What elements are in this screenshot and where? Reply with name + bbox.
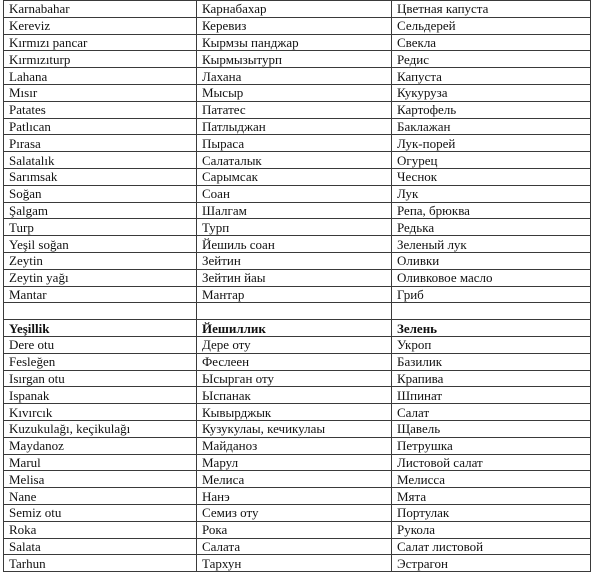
transliteration-cell: Патлыджан [197,118,392,135]
transliteration-cell: Турп [197,219,392,236]
russian-cell: Лук [392,185,591,202]
russian-cell: Листовой салат [392,454,591,471]
turkish-cell: Turp [4,219,197,236]
transliteration-cell: Нанэ [197,488,392,505]
russian-cell: Репа, брюква [392,202,591,219]
turkish-cell: Salatalık [4,152,197,169]
transliteration-cell: Салаталык [197,152,392,169]
turkish-cell: Yeşillik [4,320,197,337]
table-row [4,84,591,101]
transliteration-cell: Кывырджык [197,404,392,421]
table-row [4,269,591,286]
turkish-cell: Lahana [4,68,197,85]
transliteration-cell: Пататес [197,101,392,118]
russian-cell: Оливки [392,252,591,269]
turkish-cell: Nane [4,488,197,505]
table-row [4,420,591,437]
russian-cell: Петрушка [392,437,591,454]
russian-cell [392,303,591,320]
turkish-cell: Mantar [4,286,197,303]
turkish-cell: Marul [4,454,197,471]
turkish-cell: Kırmızı pancar [4,34,197,51]
table-row [4,454,591,471]
turkish-cell: Şalgam [4,202,197,219]
transliteration-cell: Семиз оту [197,504,392,521]
turkish-cell: Zeytin [4,252,197,269]
turkish-cell: Mısır [4,84,197,101]
table-row [4,353,591,370]
turkish-cell: Kereviz [4,17,197,34]
turkish-cell: Zeytin yağı [4,269,197,286]
table-row [4,236,591,253]
transliteration-cell: Майданоз [197,437,392,454]
turkish-cell: Soğan [4,185,197,202]
table-row [4,51,591,68]
russian-cell: Салат [392,404,591,421]
russian-cell: Эстрагон [392,555,591,572]
transliteration-cell: Дере оту [197,336,392,353]
transliteration-cell: Тархун [197,555,392,572]
turkish-cell: Karnabahar [4,1,197,18]
russian-cell: Рукола [392,521,591,538]
russian-cell: Баклажан [392,118,591,135]
transliteration-cell: Сарымсак [197,168,392,185]
transliteration-cell: Ысырган оту [197,370,392,387]
transliteration-cell: Зейтин йаы [197,269,392,286]
transliteration-cell: Шалгам [197,202,392,219]
table-row [4,404,591,421]
russian-cell: Свекла [392,34,591,51]
transliteration-cell: Пыраса [197,135,392,152]
transliteration-cell: Мантар [197,286,392,303]
russian-cell: Гриб [392,286,591,303]
russian-cell: Огурец [392,152,591,169]
table-row [4,471,591,488]
transliteration-cell: Кузукулаы, кечикулаы [197,420,392,437]
turkish-cell: Tarhun [4,555,197,572]
transliteration-cell [197,303,392,320]
russian-cell: Картофель [392,101,591,118]
transliteration-cell: Карнабахар [197,1,392,18]
turkish-cell [4,303,197,320]
russian-cell: Редис [392,51,591,68]
russian-cell: Лук-порей [392,135,591,152]
turkish-cell: Fesleğen [4,353,197,370]
table-row [4,219,591,236]
table-row [4,152,591,169]
russian-cell: Зеленый лук [392,236,591,253]
turkish-cell: Kuzukulağı, keçikulağı [4,420,197,437]
table-row [4,504,591,521]
transliteration-cell: Лахана [197,68,392,85]
transliteration-cell: Йешиллик [197,320,392,337]
table-row [4,1,591,18]
turkish-cell: Salata [4,538,197,555]
transliteration-cell: Мелиса [197,471,392,488]
table-row [4,185,591,202]
vocabulary-table-body [4,1,591,572]
russian-cell: Портулак [392,504,591,521]
russian-cell: Капуста [392,68,591,85]
russian-cell: Цветная капуста [392,1,591,18]
turkish-cell: Ispanak [4,387,197,404]
turkish-cell: Patlıcan [4,118,197,135]
russian-cell: Укроп [392,336,591,353]
transliteration-cell: Зейтин [197,252,392,269]
turkish-cell: Kırmızıturp [4,51,197,68]
turkish-cell: Pırasa [4,135,197,152]
table-row [4,538,591,555]
russian-cell: Зелень [392,320,591,337]
russian-cell: Мята [392,488,591,505]
russian-cell: Шпинат [392,387,591,404]
transliteration-cell: Йешиль соан [197,236,392,253]
turkish-cell: Patates [4,101,197,118]
turkish-cell: Kıvırcık [4,404,197,421]
table-row [4,437,591,454]
russian-cell: Сельдерей [392,17,591,34]
table-row [4,286,591,303]
turkish-cell: Semiz otu [4,504,197,521]
transliteration-cell: Мысыр [197,84,392,101]
table-row [4,168,591,185]
transliteration-cell: Кырмызытурп [197,51,392,68]
transliteration-cell: Салата [197,538,392,555]
table-row [4,118,591,135]
russian-cell: Кукуруза [392,84,591,101]
transliteration-cell: Феслеен [197,353,392,370]
turkish-cell: Dere otu [4,336,197,353]
turkish-cell: Melisa [4,471,197,488]
turkish-cell: Roka [4,521,197,538]
turkish-cell: Isırgan otu [4,370,197,387]
transliteration-cell: Керевиз [197,17,392,34]
table-row [4,488,591,505]
russian-cell: Редька [392,219,591,236]
russian-cell: Щавель [392,420,591,437]
turkish-cell: Sarımsak [4,168,197,185]
russian-cell: Базилик [392,353,591,370]
table-row [4,387,591,404]
table-row [4,521,591,538]
section-header-row [4,320,591,337]
vocabulary-table [3,0,591,572]
table-row [4,17,591,34]
table-row [4,68,591,85]
table-row [4,555,591,572]
table-row [4,34,591,51]
turkish-cell: Yeşil soğan [4,236,197,253]
transliteration-cell: Соан [197,185,392,202]
russian-cell: Оливковое масло [392,269,591,286]
russian-cell: Салат листовой [392,538,591,555]
empty-row [4,303,591,320]
transliteration-cell: Марул [197,454,392,471]
table-row [4,101,591,118]
table-row [4,370,591,387]
turkish-cell: Maydanoz [4,437,197,454]
table-row [4,252,591,269]
russian-cell: Мелисса [392,471,591,488]
transliteration-cell: Кырмзы панджар [197,34,392,51]
transliteration-cell: Рока [197,521,392,538]
table-row [4,135,591,152]
russian-cell: Крапива [392,370,591,387]
table-row [4,336,591,353]
russian-cell: Чеснок [392,168,591,185]
transliteration-cell: Ыспанак [197,387,392,404]
table-row [4,202,591,219]
